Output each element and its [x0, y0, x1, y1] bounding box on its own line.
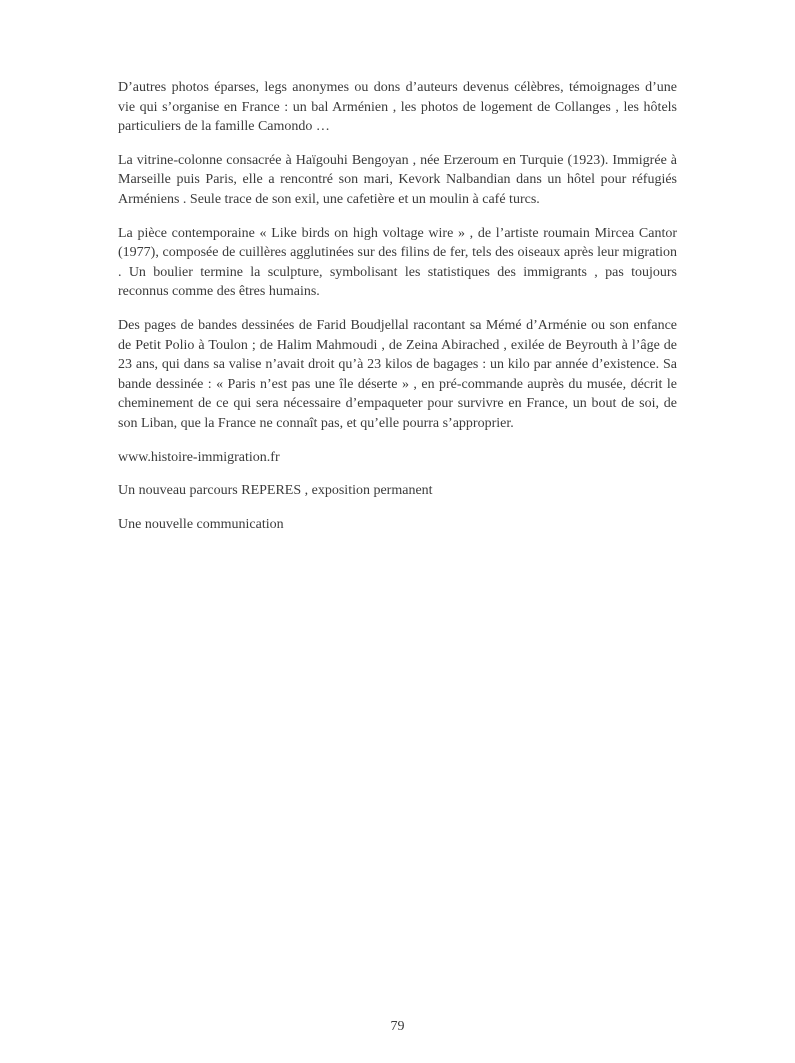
paragraph-comic-pages: Des pages de bandes dessinées de Farid Boudjellal racontant sa Mémé d’Arménie ou son enfance de Petit Polio à Toulon ; de Halim Mahmoudi , de Zeina Abirached , exilée de Beyrouth à l’âge de 23 ans, qui dans sa valise n’avait droit qu’à 23 kilos de bagages : un kilo par année d’existence. Sa bande dessinée : « Paris n’est pas une île déserte » , en pré-commande auprès du musée, décrit le cheminement de ce qui sera nécessaire d’empaqueter pour survivre en France, un bout de soi, de son Liban, que la France ne connaît pas, et qu’elle pourra s’approprier. [118, 317, 677, 431]
paragraph-contemporary-piece: La pièce contemporaine « Like birds on high voltage wire » , de l’artiste roumain Mircea Cantor (1977), composée de cuillères agglutinées sur des filins de fer, tels des oiseaux après leur migration . Un boulier termine la sculpture, symbolisant les statistiques des immigrants , pas toujours reconnus comme des êtres humains. [118, 225, 677, 300]
website-link[interactable]: www.histoire-immigration.fr [118, 449, 280, 465]
page-content [118, 78, 677, 548]
page-number: 79 [390, 1019, 405, 1034]
line-new-communication: Une nouvelle communication [118, 516, 284, 532]
paragraph-vitrine-colonne: La vitrine-colonne consacrée à Haïgouhi Bengoyan , née Erzeroum en Turquie (1923). Immigrée à Marseille puis Paris, elle a rencontré son mari, Kevork Nalbandian dans un hôtel pour réfugiés Arméniens . Seule trace de son exil, une cafetière et un moulin à café turcs. [118, 152, 677, 207]
paragraph-archive-photos: D’autres photos éparses, legs anonymes ou dons d’auteurs devenus célèbres, témoignages d’une vie qui s’organise en France : un bal Arménien , les photos de logement de Collanges , les hôtels particuliers de la famille Camondo … [118, 80, 677, 135]
line-new-route: Un nouveau parcours REPERES , exposition permanent [118, 483, 433, 499]
